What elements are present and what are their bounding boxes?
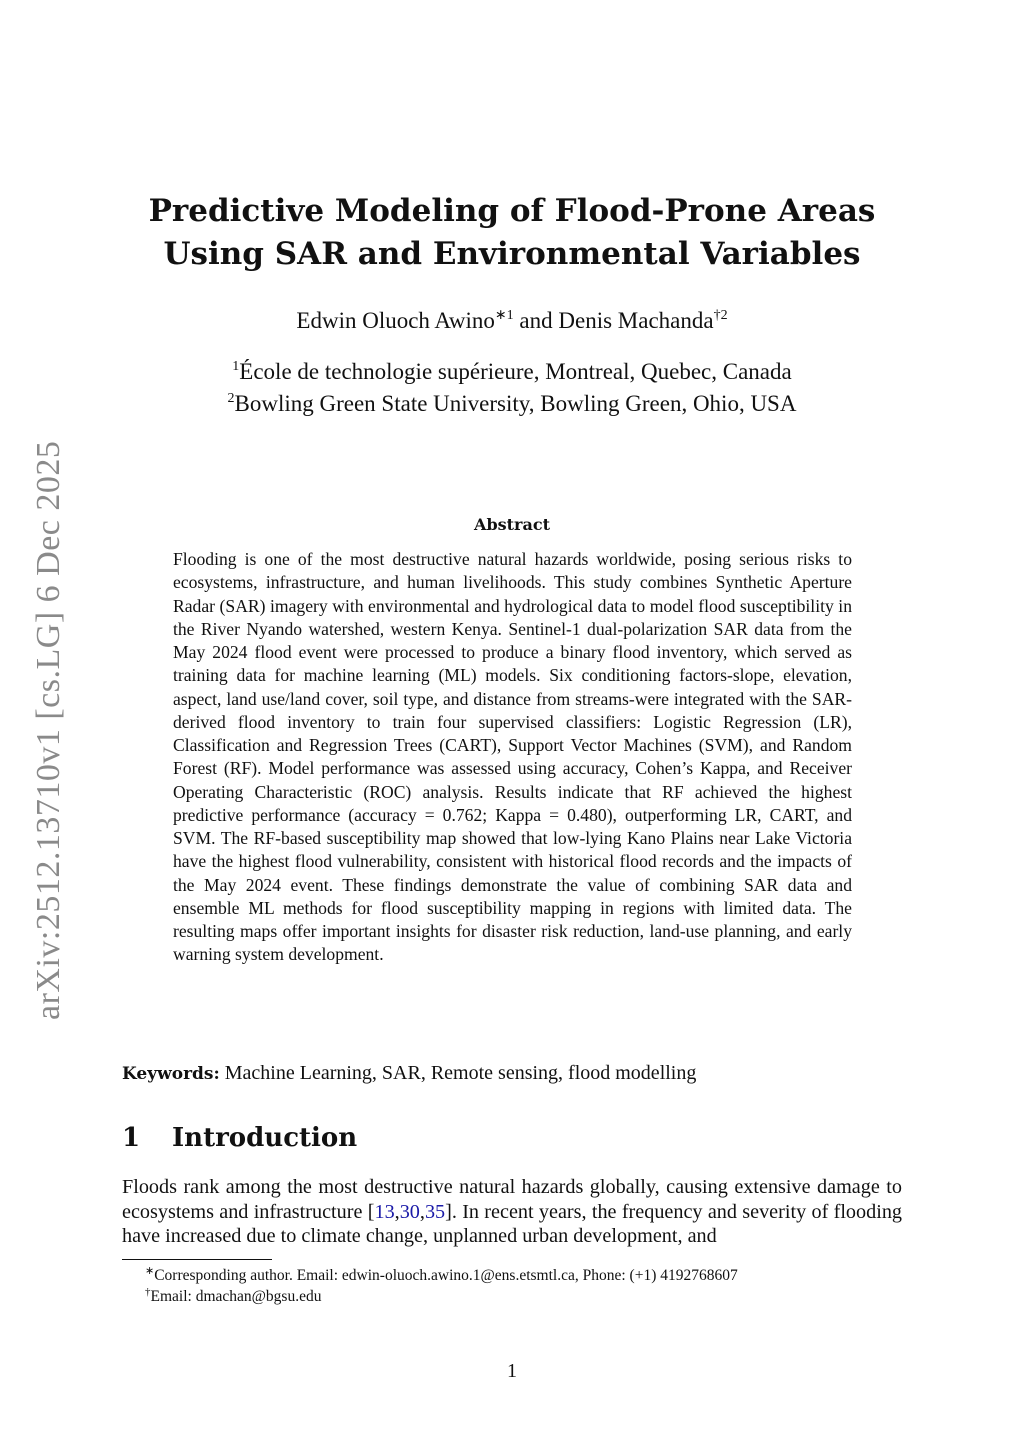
affiliation-2-mark: 2 [227, 391, 235, 406]
author-2-mark: †2 [713, 308, 728, 323]
abstract-body: Flooding is one of the most destructive natural hazards worldwide, posing serious risks to ecosystems, infrastructure, and human livelihoods. This study combines Synthetic Aperture Radar (SAR) imagery with environmental and hydrological data to model flood susceptibility in the River Nyando watershed, western Kenya. Sentinel-1 dual-polarization SAR data from the May 2024 flood event were processed to produce a binary flood inventory, which served as training data for machine learning (ML) models. Six conditioning factors-slope, elevation, aspect, land use/land cover, soil type, and distance from streams-were integrated with the SAR-derived flood inventory to train four supervised classifiers: Logistic Regression (LR), Classification and Regression Trees (CART), Support Vector Machines (SVM), and Random Forest (RF). Model performance was assessed using accuracy, Cohen’s Kappa, and Receiver Operating Characteristic (ROC) analysis. Results indicate that RF achieved the highest predictive performance (accuracy = 0.762; Kappa = 0.480), outperforming LR, CART, and SVM. The RF-based susceptibility map showed that low-lying Kano Plains near Lake Victoria have the highest flood vulnerability, consistent with historical flood records and the impacts of the May 2024 event. These findings demonstrate the value of combining SAR data and ensemble ML methods for flood susceptibility mapping in regions with limited data. The resulting maps offer important insights for disaster risk reduction, land-use planning, and early warning system development. [173, 549, 852, 965]
footnote-2 [145, 1286, 905, 1307]
keywords-text: Machine Learning, SAR, Remote sensing, flood modelling [219, 1062, 697, 1084]
intro-paragraph [122, 1175, 902, 1249]
section-title: Introduction [172, 1123, 358, 1153]
footnote-1 [145, 1265, 905, 1286]
author-connector: and [513, 308, 559, 333]
affiliation-2-text: Bowling Green State University, Bowling Green, Ohio, USA [234, 391, 797, 416]
title-line-1: Predictive Modeling of Flood-Prone Areas [148, 193, 876, 229]
title-line-2: Using SAR and Environmental Variables [163, 236, 861, 272]
intro-text-after: ]. In recent years, the frequency and severity of flooding have increased due to climate change, unplanned urban development, and [122, 1200, 903, 1248]
cite-sep-2: , [419, 1200, 425, 1223]
footnote-1-mark: ∗ [145, 1265, 155, 1277]
paper-title [100, 190, 924, 276]
intro-text-before: Floods rank among the most destructive natural hazards globally, causing extensive damage to ecosystems and infrastructure [ [122, 1176, 902, 1223]
author-list [100, 305, 924, 337]
keywords [122, 1060, 922, 1087]
footnotes [145, 1265, 905, 1307]
abstract-heading: Abstract [474, 515, 550, 534]
affiliation-2 [100, 388, 924, 420]
cite-sep-1: , [394, 1200, 400, 1223]
footnote-1-text: Corresponding author. Email: edwin-oluoch.awino.1@ens.etsmtl.ca, Phone: (+1) 4192768607 [154, 1267, 738, 1284]
footnote-2-mark: † [145, 1286, 151, 1298]
affiliation-1-text: École de technologie supérieure, Montreal, Quebec, Canada [239, 359, 792, 384]
citation-30[interactable]: 30 [399, 1200, 420, 1223]
section-heading [122, 1120, 822, 1156]
affiliation-1 [100, 356, 924, 388]
citation-13[interactable]: 13 [374, 1200, 395, 1223]
keywords-label: Keywords: [122, 1064, 220, 1084]
page-number: 1 [507, 1360, 517, 1382]
citation-35[interactable]: 35 [424, 1200, 446, 1223]
footnote-2-text: Email: dmachan@bgsu.edu [150, 1288, 322, 1305]
section-number: 1 [122, 1123, 141, 1153]
affiliations [100, 356, 924, 420]
footnote-rule [122, 1259, 272, 1260]
affiliation-1-mark: 1 [232, 359, 240, 374]
arxiv-stamp: arXiv:2512.13710v1 [cs.LG] 6 Dec 2025 [30, 440, 67, 1020]
author-2: Denis Machanda [558, 308, 714, 333]
author-1-mark: ∗1 [494, 308, 514, 323]
author-1: Edwin Oluoch Awino [296, 308, 495, 333]
